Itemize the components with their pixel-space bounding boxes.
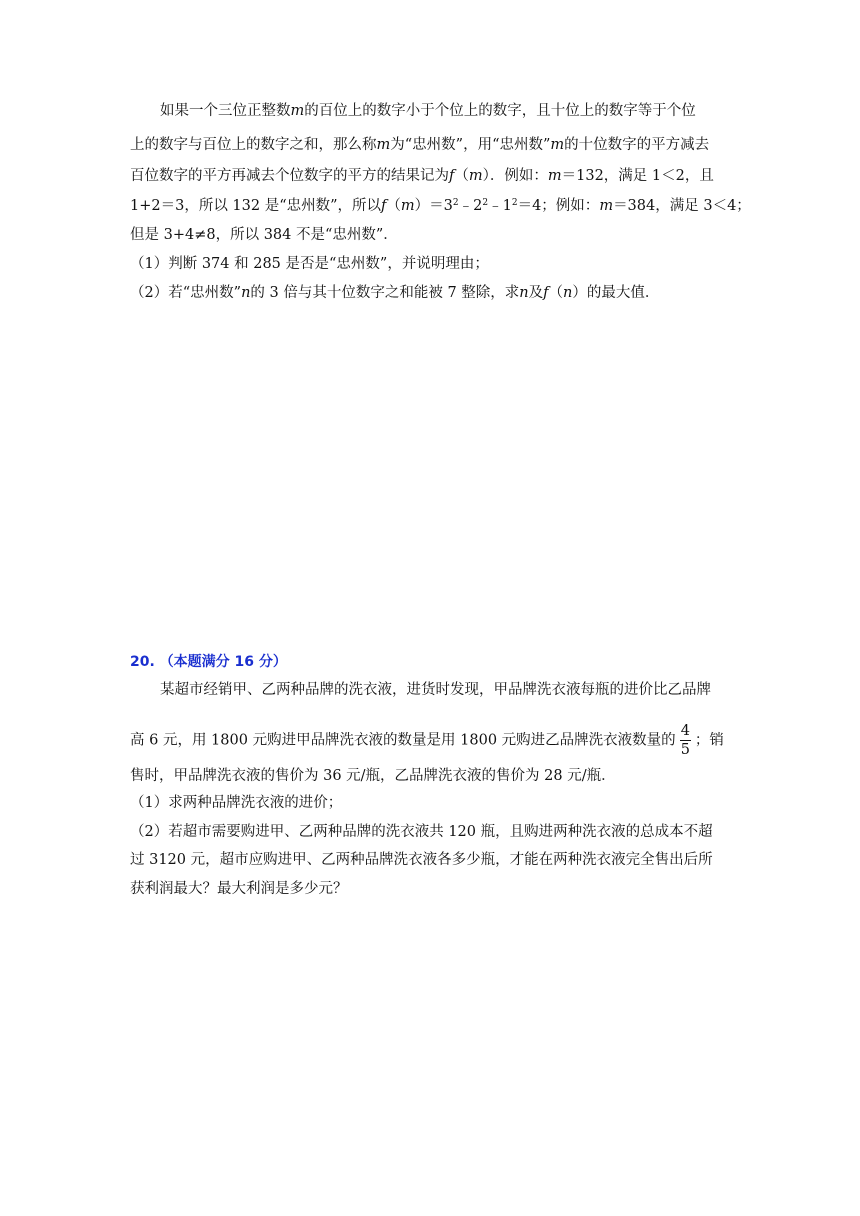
- fraction-four-fifths: [680, 722, 691, 759]
- p20-question-2-line-1: （2）若超市需要购进甲、乙两种品牌的洗衣液共 120 瓶，且购进两种洗衣液的总成本不超: [130, 824, 713, 840]
- p20-header: 20. （本题满分 16 分）: [130, 654, 287, 670]
- p20-line-3: 售时，甲品牌洗衣液的售价为 36 元/瓶，乙品牌洗衣液的售价为 28 元/瓶．: [130, 768, 616, 784]
- p20-line-2: 高 6 元，用 1800 元购进甲品牌洗衣液的数量是用 1800 元购进乙品牌洗衣液数量的 $\frac{4}{5}$ ；销: [130, 723, 724, 758]
- fraction-denominator: 5: [680, 742, 690, 758]
- p20-question-2-line-3: 获利润最大？最大利润是多少元？: [130, 881, 348, 897]
- p19-line-2: 上的数字与百位上的数字之和，那么称m为“忠州数”，用“忠州数”m的十位数字的平方减去: [130, 137, 710, 153]
- p19-line-5: 但是 3+4≠8，所以 384 不是“忠州数”．: [130, 227, 398, 243]
- p20-question-2-line-2: 过 3120 元，超市应购进甲、乙两种品牌洗衣液各多少瓶，才能在两种洗衣液完全售出后所: [130, 852, 713, 868]
- p19-line-1: 如果一个三位正整数m的百位上的数字小于个位上的数字，且十位上的数字等于个位: [160, 103, 696, 119]
- p20-line-1: 某超市经销甲、乙两种品牌的洗衣液，进货时发现，甲品牌洗衣液每瓶的进价比乙品牌: [160, 682, 711, 698]
- p19-line-4: 1+2＝3，所以 132 是“忠州数”，所以$f(m)=3^2﹣2^2﹣1^2=4$；例如：m＝384，满足 3＜4；: [130, 198, 751, 214]
- p19-line-3: 百位数字的平方再减去个位数字的平方的结果记为f（m）．例如：m＝132，满足 1＜2，且: [130, 168, 714, 184]
- p19-question-2: （2）若“忠州数”n的 3 倍与其十位数字之和能被 7 整除，求n及f（n）的最大值．: [130, 285, 660, 301]
- p20-question-1: （1）求两种品牌洗衣液的进价；: [130, 795, 343, 811]
- fraction-numerator: 4: [680, 723, 690, 739]
- p19-question-1: （1）判断 374 和 285 是否是“忠州数”，并说明理由；: [130, 256, 489, 272]
